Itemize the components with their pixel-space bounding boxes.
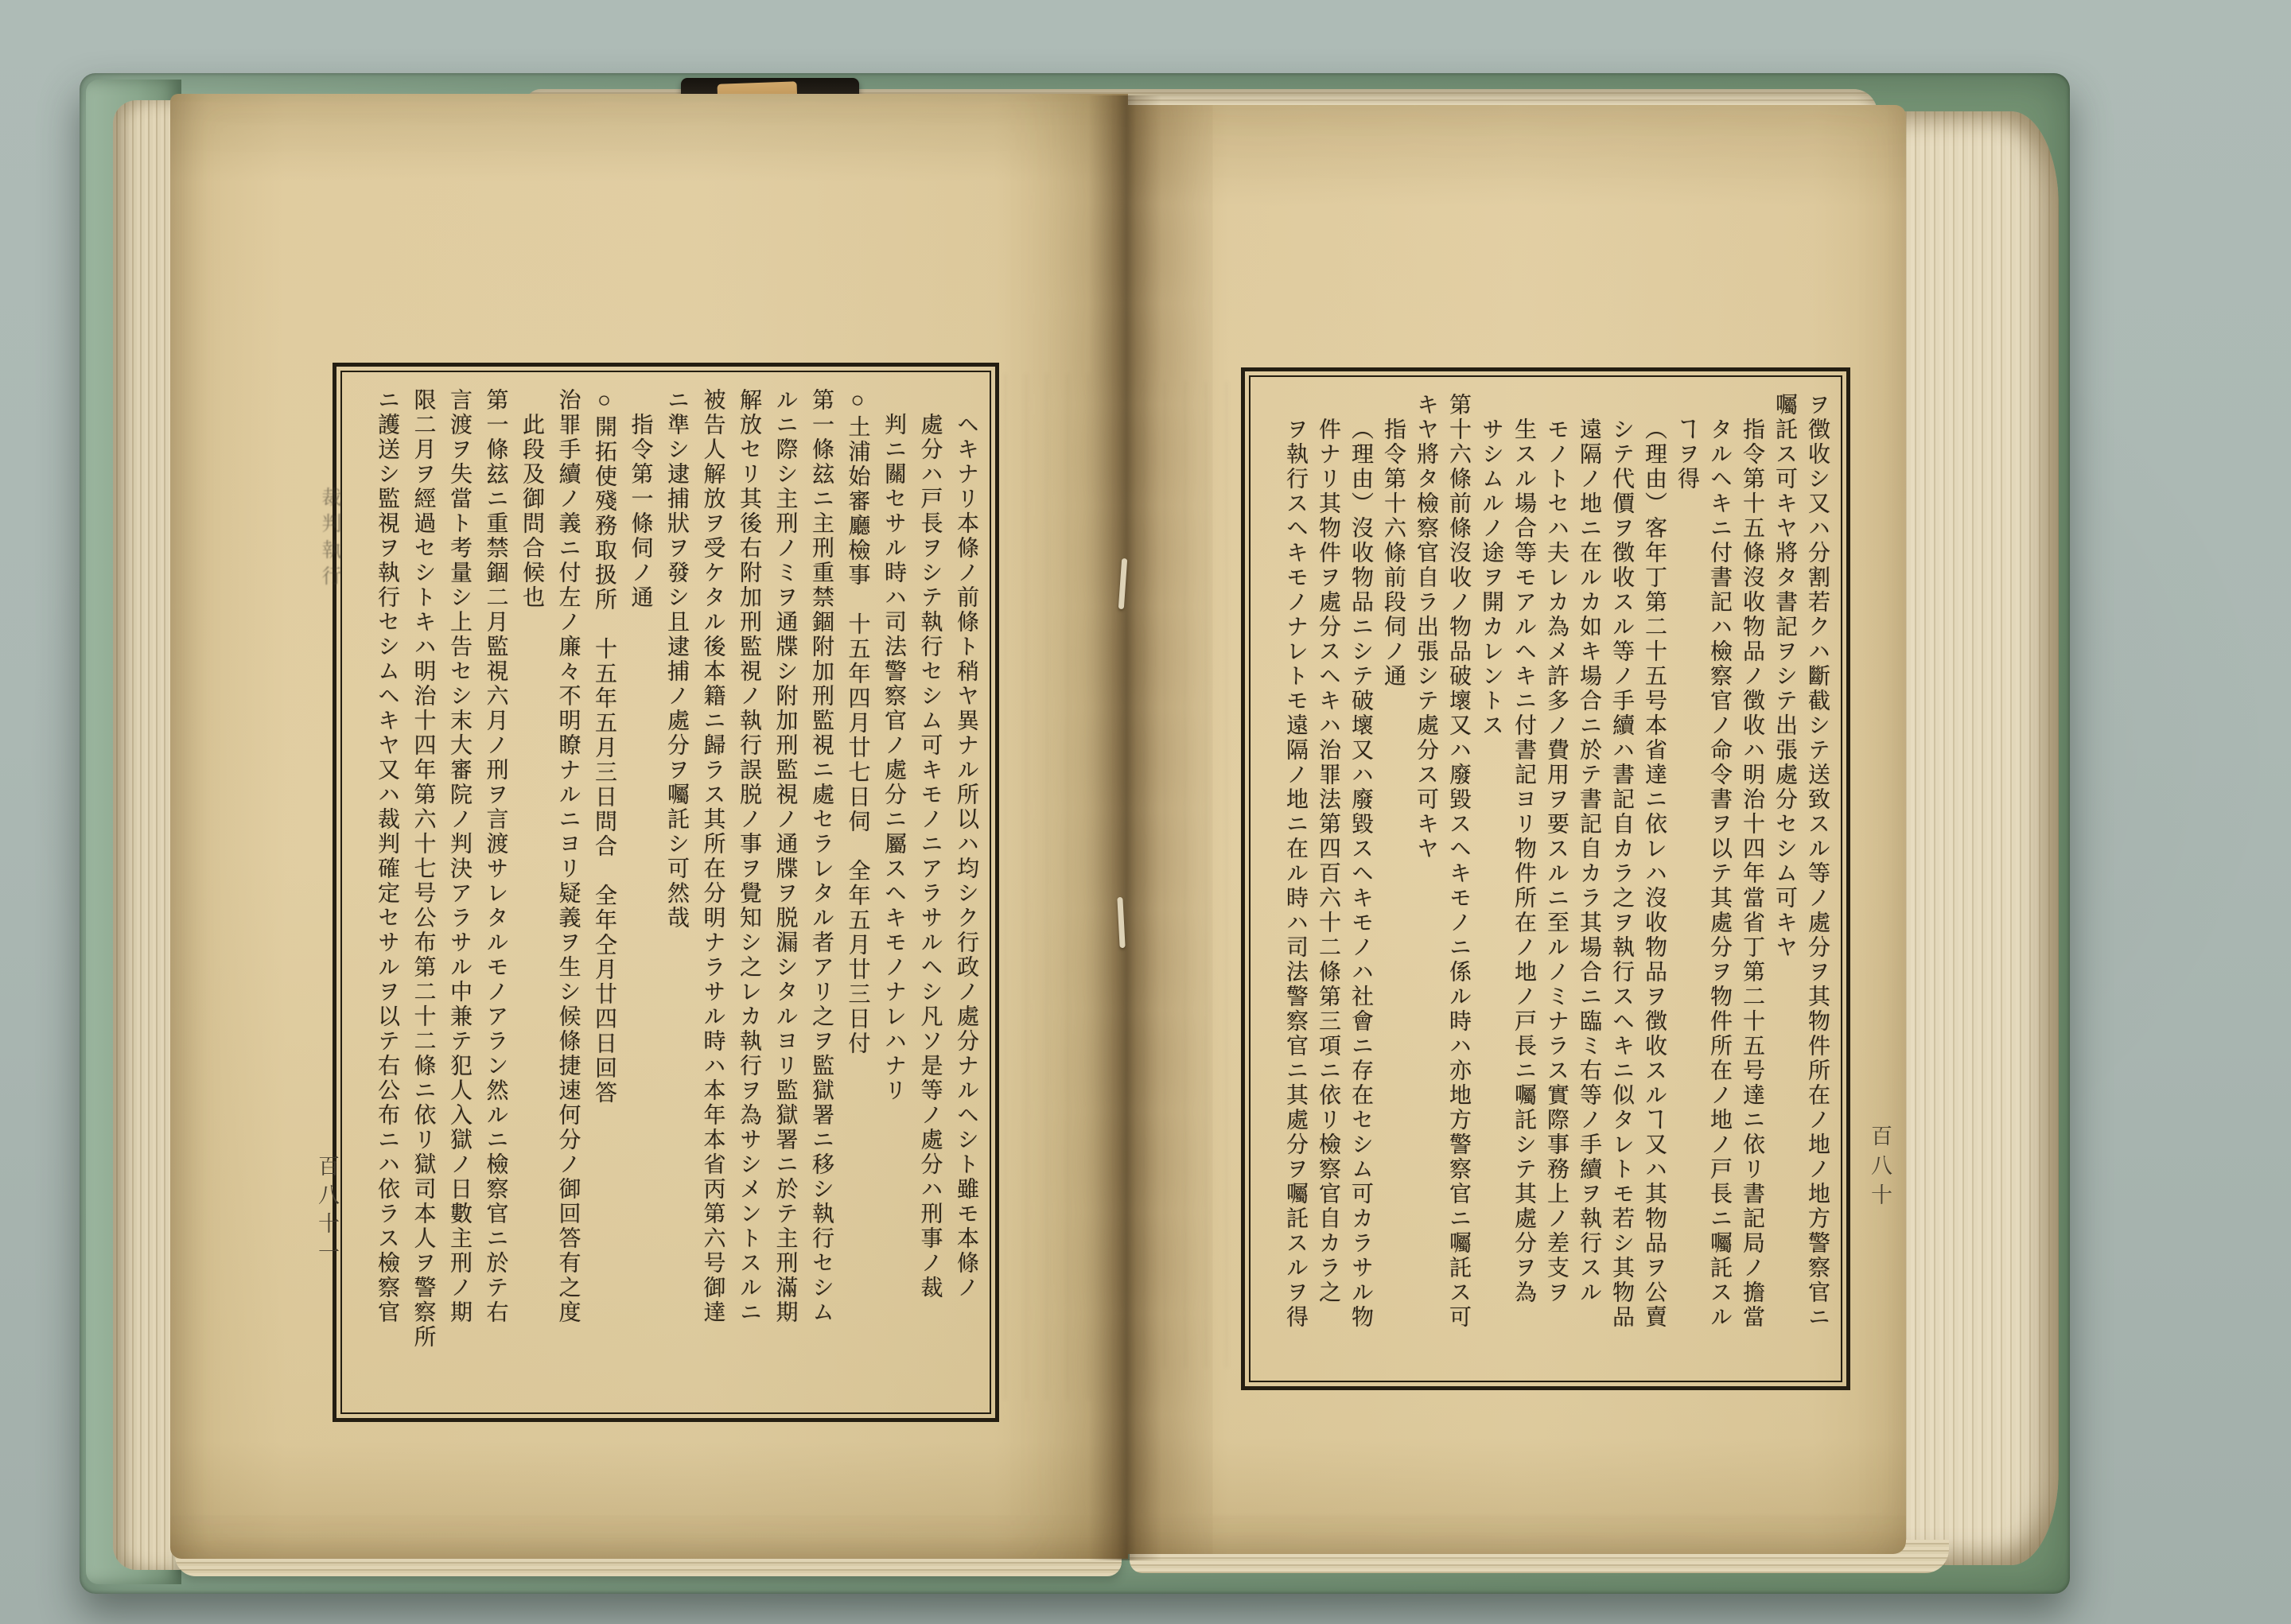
text-frame-inner-border bbox=[1249, 375, 1842, 1382]
text-column: キヤ將タ檢察官自ラ出張シテ處分ス可キヤ bbox=[1414, 393, 1438, 861]
text-column: 治罪手續ノ義ニ付左ノ廉々不明瞭ナルニヨリ疑義ヲ生シ候條捷速何分ノ御回答有之度 bbox=[555, 388, 581, 1325]
text-column: ○開拓使殘務取扱所 十五年五月三日問合 全年仝月廿四日回答 bbox=[592, 388, 617, 1105]
text-column: 此段及御問合候也 bbox=[519, 413, 544, 610]
text-column: 限二月ヲ經過セシトキハ明治十四年第六十七号公布第二十二條ニ依リ獄司本人ヲ警察所 bbox=[410, 388, 436, 1350]
page-number-right: 百八十 bbox=[1868, 1125, 1892, 1213]
text-column: 處分ハ戸長ヲシテ執行セシム可キモノニアラサルヘシ凡ソ是等ノ處分ハ刑事ノ裁 bbox=[917, 413, 943, 1300]
text-column: 第十六條前條沒收ノ物品破壞又ハ廢毀スヘキモノニ係ル時ハ亦地方警察官ニ囑託ス可 bbox=[1446, 393, 1471, 1330]
text-column: サシムルノ途ヲ開カレントス bbox=[1479, 418, 1503, 738]
vertical-text-block-right bbox=[1262, 393, 1830, 1368]
text-column: ニ準シ逮捕狀ヲ發シ且逮捕ノ處分ヲ囑託シ可然哉 bbox=[664, 388, 689, 930]
text-column: 判ニ關セサル時ハ司法警察官ノ處分ニ屬スヘキモノナレハナリ bbox=[881, 413, 906, 1103]
text-column: （理由）沒收物品ニシテ破壞又ハ廢毀スヘキモノハ社會ニ存在セシム可カラサル物 bbox=[1348, 418, 1373, 1330]
text-column: 囑託ス可キヤ將タ書記ヲシテ出張處分セシム可キヤ bbox=[1772, 393, 1797, 960]
text-column: ヿヲ得 bbox=[1674, 418, 1699, 491]
text-column: シテ代價ヲ徴收スル等ノ手續ハ書記自カラ之ヲ執行スヘキニ似タレトモ若シ其物品 bbox=[1609, 418, 1634, 1330]
show-through-text-ghost bbox=[1004, 374, 1091, 1400]
text-column: ヲ執行スヘキモノナレトモ遠隔ノ地ニ在ル時ハ司法警察官ニ其處分ヲ囑託スルヲ得 bbox=[1283, 418, 1308, 1330]
vertical-text-block-left bbox=[353, 388, 978, 1400]
text-column: 言渡ヲ失當ト考量シ上告セシ末大審院ノ判決アラサル中兼テ犯人入獄ノ日數主刑ノ期 bbox=[447, 388, 472, 1325]
running-title: 裁判執行 bbox=[319, 487, 340, 592]
text-column: 被告人解放ヲ受ケタル後本籍ニ歸ラス其所在分明ナラサル時ハ本年本省丙第六号御達 bbox=[700, 388, 725, 1325]
page-number-left: 百八十一 bbox=[315, 1155, 339, 1269]
text-frame-right-page bbox=[1241, 367, 1850, 1390]
text-column: 第一條玆ニ重禁錮二月監視六月ノ刑ヲ言渡サレタルモノアラン然ルニ檢察官ニ於テ右 bbox=[483, 388, 508, 1325]
text-column: 解放セリ其後右附加刑監視ノ執行誤脱ノ事ヲ覺知シ之レカ執行ヲ為サシメントスルニ bbox=[737, 388, 761, 1325]
show-through-text-ghost bbox=[1142, 382, 1230, 1368]
text-column: タルヘキニ付書記ハ檢察官ノ命令書ヲ以テ其處分ヲ物件所在ノ地ノ戸長ニ囑託スル bbox=[1707, 418, 1732, 1330]
text-column: （理由）客年丁第二十五号本省達ニ依レハ沒收物品ヲ徴收スルヿ又ハ其物品ヲ公賣 bbox=[1642, 418, 1667, 1330]
text-column: ニ護送シ監視ヲ執行セシムヘキヤ又ハ裁判確定セサルヲ以テ右公布ニハ依ラス檢察官 bbox=[375, 388, 399, 1325]
text-column: 遠隔ノ地ニ在ルカ如キ場合ニ於テ書記自カラ其場合ニ臨ミ右等ノ手續ヲ執行スル bbox=[1577, 418, 1601, 1305]
text-frame-left-page bbox=[333, 363, 999, 1422]
text-column: ルニ際シ主刑ノミヲ通牒シ附加刑監視ノ通牒ヲ脱漏シタルヨリ監獄署ニ於テ主刑滿期 bbox=[772, 388, 798, 1325]
text-column: ヘキナリ本條ノ前條ト稍ヤ異ナル所以ハ均シク行政ノ處分ナルヘシト雖モ本條ノ bbox=[954, 413, 978, 1300]
text-column: 第一條玆ニ主刑重禁錮附加刑監視ニ處セラレタル者アリ之ヲ監獄署ニ移シ執行セシム bbox=[809, 388, 834, 1325]
text-column: 指令第十六條前段伺ノ通 bbox=[1381, 418, 1406, 689]
text-column: 生スル場合等モアルヘキニ付書記ヨリ物件所在ノ地ノ戸長ニ囑託シテ其處分ヲ為 bbox=[1511, 418, 1536, 1305]
text-column: ○土浦始審廳檢事 十五年四月廿七日伺 全年五月廿三日付 bbox=[845, 388, 870, 1056]
text-column: 指令第一條伺ノ通 bbox=[628, 413, 653, 610]
text-column: ヲ徴收シ又ハ分割若クハ斷截シテ送致スル等ノ處分ヲ其物件所在ノ地ノ地方警察官ニ bbox=[1805, 393, 1830, 1330]
text-column: モノトセハ夫レカ為メ許多ノ費用ヲ要スルニ至ルノミナラス實際事務上ノ差支ヲ bbox=[1544, 418, 1569, 1305]
text-column: 件ナリ其物件ヲ處分スヘキハ治罪法第四百六十二條第三項ニ依リ檢察官自カラ之 bbox=[1316, 418, 1340, 1305]
text-column: 指令第十五條沒收物品ノ徴收ハ明治十四年當省丁第二十五号達ニ依リ書記局ノ擔當 bbox=[1740, 418, 1764, 1330]
text-frame-inner-border bbox=[340, 371, 991, 1414]
